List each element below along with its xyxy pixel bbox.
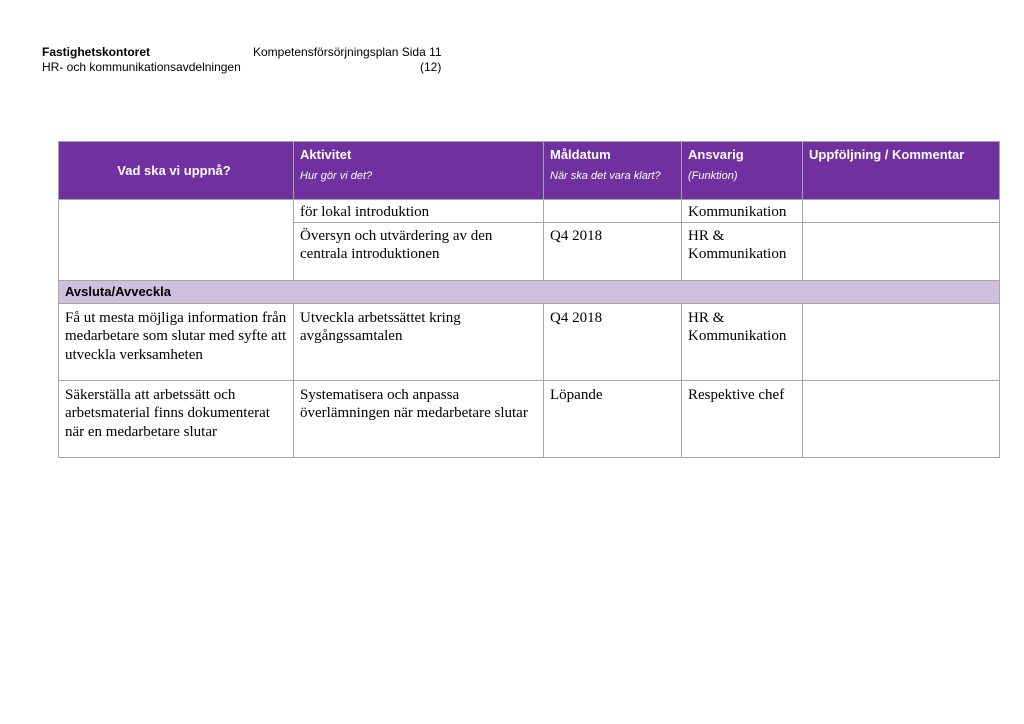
target-date-text: Q4 2018 [550, 309, 603, 326]
activity-cell [294, 222, 544, 280]
table-header-row [59, 142, 1000, 200]
target-date-text: Löpande [550, 386, 603, 403]
column-header-target-date-label: Måldatum [550, 147, 611, 162]
followup-text [803, 381, 999, 386]
column-header-responsible-subtitle: (Funktion) [688, 170, 738, 182]
responsible-cell [682, 222, 803, 280]
responsible-text: HR & Kommunikation [688, 227, 787, 262]
page-count: (12) [420, 60, 442, 74]
table-row [59, 200, 1000, 223]
activity-text: Utveckla arbetssättet kring avgångssamtalen [300, 309, 461, 344]
goal-cell [59, 303, 294, 380]
responsible-text: HR & Kommunikation [688, 309, 787, 344]
goal-cell [59, 380, 294, 457]
activity-cell [294, 200, 544, 223]
section-row [59, 280, 1000, 303]
responsible-cell [682, 200, 803, 223]
target-date-cell [544, 222, 682, 280]
target-date-cell [544, 303, 682, 380]
column-header-responsible-label: Ansvarig [688, 147, 744, 162]
department-name: HR- och kommunikationsavdelningen [42, 60, 241, 74]
goal-text [59, 200, 293, 203]
activity-cell [294, 380, 544, 457]
goal-cell [59, 200, 294, 281]
column-header-target-date-subtitle: När ska det vara klart? [550, 170, 661, 182]
section-heading-cell [59, 280, 1000, 303]
goal-text: Säkerställa att arbetssätt och arbetsmaterial finns dokumenterat när en medarbetare slutar [65, 386, 270, 440]
followup-cell [803, 200, 1000, 223]
followup-text [803, 200, 999, 203]
responsible-cell [682, 380, 803, 457]
activity-text: för lokal introduktion [300, 204, 430, 220]
followup-text [803, 304, 999, 309]
target-date-text: Q4 2018 [550, 227, 603, 244]
column-header-followup-label: Uppföljning / Kommentar [809, 147, 965, 162]
activity-cell [294, 303, 544, 380]
competence-plan-table [58, 141, 1000, 458]
organization-name: Fastighetskontoret [42, 45, 151, 59]
activity-text: Översyn och utvärdering av den centrala introduktionen [300, 227, 493, 262]
followup-cell [803, 303, 1000, 380]
followup-cell [803, 380, 1000, 457]
goal-text: Få ut mesta möjliga information från medarbetare som slutar med syfte att utveckla verksamheten [65, 309, 287, 363]
column-header-responsible [682, 142, 803, 200]
column-header-goal-label: Vad ska vi uppnå? [117, 163, 231, 178]
document-title: Kompetensförsörjningsplan Sida 11 [253, 45, 442, 59]
followup-cell [803, 222, 1000, 280]
column-header-followup [803, 142, 1000, 200]
target-date-cell [544, 200, 682, 223]
responsible-text: Respektive chef [688, 386, 785, 403]
target-date-text [544, 200, 681, 203]
target-date-cell [544, 380, 682, 457]
table-row [59, 380, 1000, 457]
column-header-activity [294, 142, 544, 200]
activity-text: Systematisera och anpassa överlämningen när medarbetare slutar [300, 386, 528, 421]
column-header-goal [59, 142, 294, 200]
column-header-target-date [544, 142, 682, 200]
section-heading: Avsluta/Avveckla [65, 284, 171, 299]
column-header-activity-label: Aktivitet [300, 147, 352, 162]
table-row [59, 303, 1000, 380]
column-header-activity-subtitle: Hur gör vi det? [300, 170, 373, 182]
responsible-text: Kommunikation [688, 204, 787, 220]
followup-text [803, 223, 999, 227]
responsible-cell [682, 303, 803, 380]
